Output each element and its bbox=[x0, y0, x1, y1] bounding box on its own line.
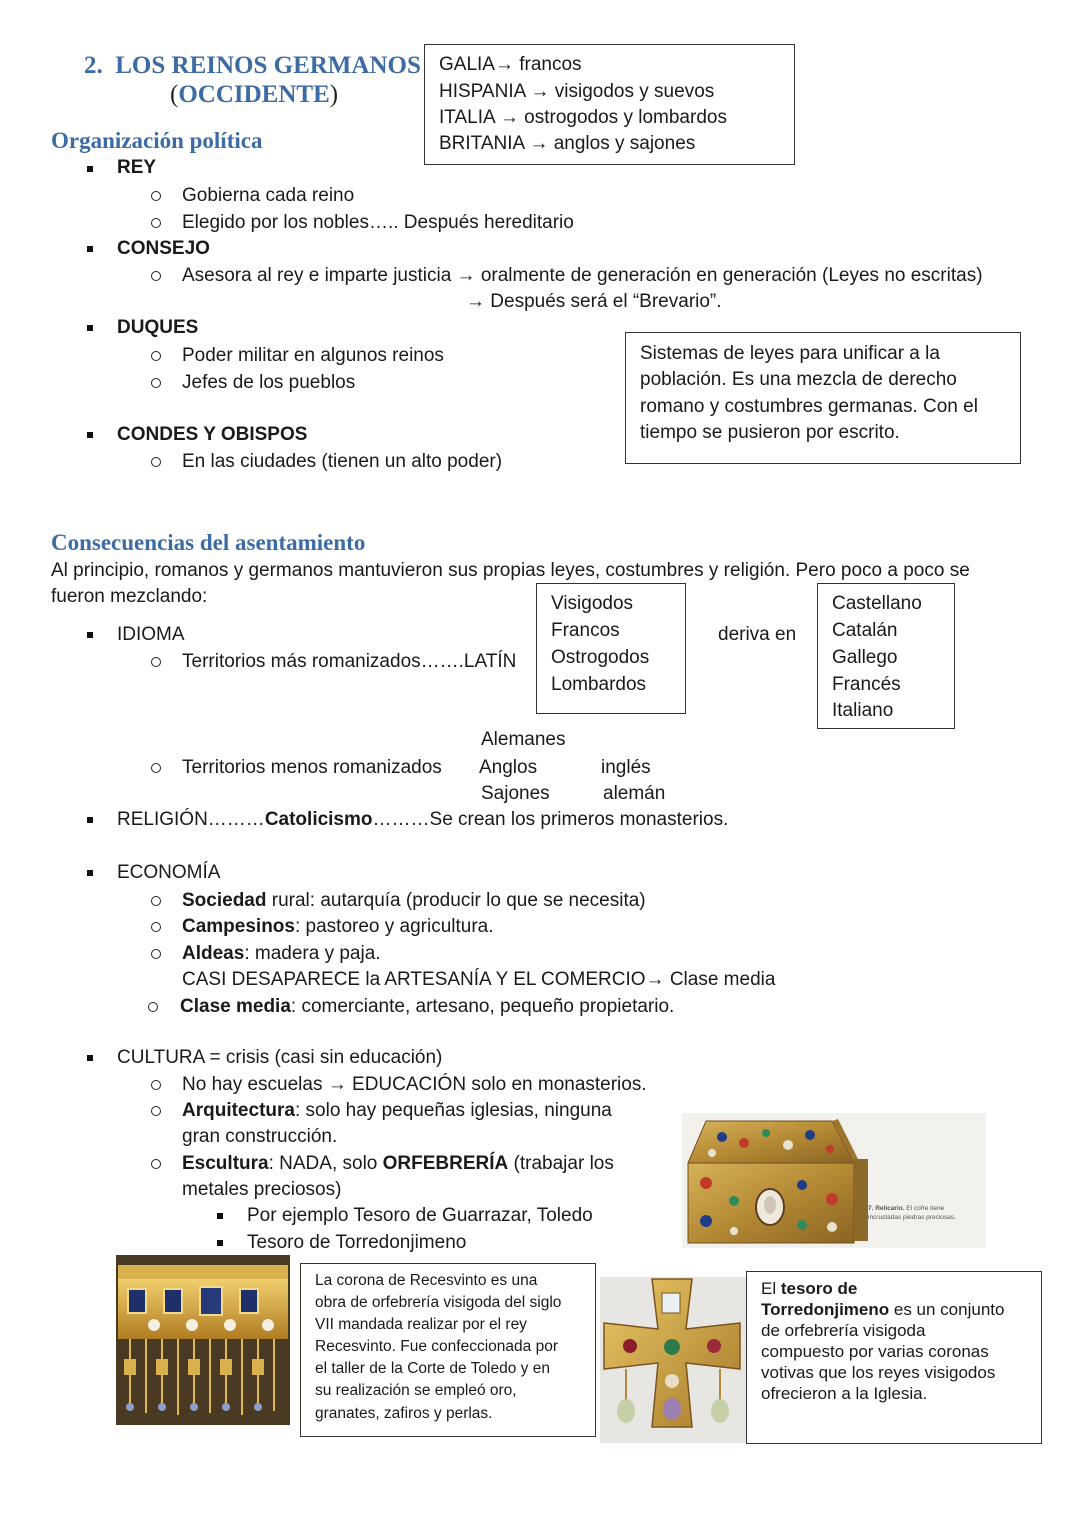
artesania-line: CASI DESAPARECE la ARTESANÍA Y EL COMERCIO→ Clase media bbox=[182, 969, 776, 990]
bullet-circle bbox=[151, 922, 161, 932]
bullet-circle bbox=[151, 1106, 161, 1116]
consejo-item: Asesora al rey e imparte justicia → oralmente de generación en generación (Leyes no escritas) bbox=[182, 265, 983, 286]
paren-open: ( bbox=[170, 81, 179, 108]
territories-box bbox=[424, 44, 795, 165]
tesoro-line: votivas que los reyes visigodos bbox=[761, 1363, 996, 1382]
bullet-circle bbox=[151, 949, 161, 959]
esc-mid: : NADA, solo bbox=[268, 1153, 383, 1174]
intro-line: Al principio, romanos y germanos mantuvieron sus propias leyes, costumbres y religión. Pero poco a poco se bbox=[51, 560, 970, 581]
political-heading: Organización política bbox=[51, 128, 263, 153]
consequences-heading: Consecuencias del asentamiento bbox=[51, 530, 366, 555]
tesoro-bold: tesoro de bbox=[780, 1279, 858, 1298]
language-item: Italiano bbox=[832, 700, 894, 721]
reliquary-caption bbox=[868, 1204, 983, 1222]
germanic-people: Anglos bbox=[479, 757, 538, 778]
bullet-circle bbox=[151, 218, 161, 228]
peoples-box bbox=[536, 583, 686, 714]
bullet-circle bbox=[151, 763, 161, 773]
duques-item: Jefes de los pueblos bbox=[182, 372, 356, 393]
bullet-square bbox=[87, 432, 93, 438]
corona-line: su realización se empleó oro, bbox=[315, 1382, 517, 1399]
corona-line: La corona de Recesvinto es una bbox=[315, 1272, 538, 1289]
economia-item bbox=[182, 890, 646, 912]
paren-close: ) bbox=[329, 81, 339, 108]
bullet-square bbox=[87, 246, 93, 252]
rey-label: REY bbox=[117, 157, 157, 178]
bullet-circle bbox=[151, 457, 161, 467]
economia-item bbox=[180, 996, 674, 1018]
reliquary-illustration bbox=[682, 1113, 986, 1248]
tesoro-bold: Torredonjimeno bbox=[761, 1300, 890, 1319]
deriva-label: deriva en bbox=[718, 624, 797, 645]
crown-image bbox=[116, 1255, 290, 1425]
corona-line: obra de orfebrería visigoda del siglo bbox=[315, 1294, 562, 1311]
people-item: Lombardos bbox=[551, 674, 647, 695]
religion-bold: Catolicismo bbox=[264, 809, 373, 830]
people-item: Visigodos bbox=[551, 593, 634, 614]
bullet-circle bbox=[151, 271, 161, 281]
germanic-people: Sajones bbox=[481, 783, 550, 804]
page-title bbox=[84, 52, 421, 80]
condes-item: En las ciudades (tienen un alto poder) bbox=[182, 451, 503, 472]
arq-bold: Arquitectura bbox=[182, 1100, 295, 1121]
corona-line: VII mandada realizar por el rey bbox=[315, 1316, 527, 1333]
bullet-square bbox=[87, 325, 93, 331]
germanic-people: Alemanes bbox=[481, 729, 566, 750]
corona-line: granates, zafiros y perlas. bbox=[315, 1405, 493, 1422]
condes-label: CONDES Y OBISPOS bbox=[117, 424, 308, 445]
brevario-line: romano y costumbres germanas. Con el bbox=[640, 396, 978, 417]
bullet-circle bbox=[151, 896, 161, 906]
title-text: LOS REINOS GERMANOS bbox=[115, 52, 421, 79]
corona-line: el taller de la Corte de Toledo y en bbox=[315, 1360, 550, 1377]
cultura-item-cont: metales preciosos) bbox=[182, 1179, 342, 1200]
territory-line: ITALIA → ostrogodos y lombardos bbox=[439, 107, 727, 128]
caption-text: incrustadas piedras preciosas. bbox=[868, 1214, 956, 1221]
caption-text: El cofre tiene bbox=[904, 1205, 945, 1212]
subtitle-text: OCCIDENTE bbox=[178, 81, 330, 108]
territory-line: HISPANIA → visigodos y suevos bbox=[439, 81, 715, 102]
language-item: Catalán bbox=[832, 620, 898, 641]
item-bold: Aldeas bbox=[182, 943, 245, 964]
reliquary-image bbox=[682, 1113, 986, 1248]
bullet-square bbox=[87, 166, 93, 172]
cultura-item: No hay escuelas → EDUCACIÓN solo en monasterios. bbox=[182, 1074, 647, 1095]
bullet-circle bbox=[151, 1159, 161, 1169]
bullet-square bbox=[87, 817, 93, 823]
caption-num: 7. bbox=[868, 1205, 874, 1212]
bullet-circle bbox=[151, 351, 161, 361]
bullet-square bbox=[217, 1213, 223, 1219]
corona-box bbox=[300, 1263, 596, 1437]
crown-illustration bbox=[116, 1255, 290, 1425]
rey-item: Gobierna cada reino bbox=[182, 185, 355, 206]
brevario-line: Sistemas de leyes para unificar a la bbox=[640, 343, 940, 364]
item-text: : madera y paja. bbox=[244, 943, 381, 964]
cross-image bbox=[600, 1277, 746, 1443]
rey-item: Elegido por los nobles….. Después hereditario bbox=[182, 212, 574, 233]
cultura-label: CULTURA = crisis (casi sin educación) bbox=[117, 1047, 443, 1068]
esc-bold2: ORFEBRERÍA bbox=[382, 1153, 509, 1174]
idioma-label: IDIOMA bbox=[117, 624, 185, 645]
languages-box bbox=[817, 583, 955, 729]
title-number: 2. bbox=[84, 52, 103, 79]
territory-line: GALIA→ francos bbox=[439, 54, 582, 75]
territory-line: BRITANIA → anglos y sajones bbox=[439, 133, 696, 154]
page-subtitle bbox=[170, 81, 338, 109]
brevario-line: tiempo se pusieron por escrito. bbox=[640, 422, 900, 443]
example-item: Por ejemplo Tesoro de Guarrazar, Toledo bbox=[247, 1205, 593, 1226]
germanic-language: alemán bbox=[603, 783, 666, 804]
economia-item bbox=[182, 916, 494, 938]
bullet-circle bbox=[151, 1080, 161, 1090]
bullet-square bbox=[87, 632, 93, 638]
consejo-item-cont: → Después será el “Brevario”. bbox=[466, 291, 722, 312]
bullet-circle bbox=[148, 1002, 158, 1012]
cultura-item bbox=[182, 1100, 612, 1122]
brevario-line: población. Es una mezcla de derecho bbox=[640, 369, 957, 390]
cultura-item-cont: gran construcción. bbox=[182, 1126, 338, 1147]
tesoro-line: compuesto por varias coronas bbox=[761, 1342, 989, 1361]
corona-line: Recesvinto. Fue confeccionada por bbox=[315, 1338, 558, 1355]
language-item: Gallego bbox=[832, 647, 898, 668]
language-item: Francés bbox=[832, 674, 901, 695]
economia-item bbox=[182, 943, 381, 965]
cross-illustration bbox=[600, 1277, 746, 1443]
germanic-language: inglés bbox=[601, 757, 651, 778]
esc-text: (trabajar los bbox=[508, 1153, 614, 1174]
tesoro-box bbox=[746, 1271, 1042, 1444]
tesoro-pre: El bbox=[761, 1279, 781, 1298]
people-item: Ostrogodos bbox=[551, 647, 650, 668]
bullet-square bbox=[87, 870, 93, 876]
romanized-item: Territorios más romanizados…….LATÍN bbox=[182, 651, 517, 672]
item-bold: Campesinos bbox=[182, 916, 295, 937]
item-bold: Clase media bbox=[180, 996, 291, 1017]
duques-item: Poder militar en algunos reinos bbox=[182, 345, 444, 366]
tesoro-text: es un conjunto bbox=[889, 1300, 1005, 1319]
bullet-circle bbox=[151, 378, 161, 388]
arq-text: : solo hay pequeñas iglesias, ninguna bbox=[294, 1100, 612, 1121]
bullet-square bbox=[217, 1240, 223, 1246]
consejo-label: CONSEJO bbox=[117, 238, 210, 259]
tesoro-line: ofrecieron a la Iglesia. bbox=[761, 1384, 928, 1403]
duques-label: DUQUES bbox=[117, 317, 199, 338]
item-text: : pastoreo y agricultura. bbox=[294, 916, 494, 937]
tesoro-line: de orfebrería visigoda bbox=[761, 1321, 926, 1340]
people-item: Francos bbox=[551, 620, 620, 641]
bullet-circle bbox=[151, 657, 161, 667]
item-text: : comerciante, artesano, pequeño propietario. bbox=[290, 996, 675, 1017]
brevario-box bbox=[625, 332, 1021, 464]
bullet-circle bbox=[151, 191, 161, 201]
caption-bold: Relicario. bbox=[875, 1205, 905, 1212]
language-item: Castellano bbox=[832, 593, 922, 614]
religion-pre: RELIGIÓN……… bbox=[117, 809, 265, 830]
bullet-square bbox=[87, 1055, 93, 1061]
item-bold: Sociedad bbox=[182, 890, 267, 911]
esc-bold: Escultura bbox=[182, 1153, 269, 1174]
item-text: rural: autarquía (producir lo que se necesita) bbox=[266, 890, 646, 911]
less-romanized-item: Territorios menos romanizados bbox=[182, 757, 442, 778]
economia-label: ECONOMÍA bbox=[117, 862, 221, 883]
tesoro-line bbox=[761, 1279, 857, 1299]
religion-line bbox=[117, 809, 728, 831]
example-item: Tesoro de Torredonjimeno bbox=[247, 1232, 467, 1253]
cultura-item bbox=[182, 1153, 614, 1175]
religion-post: ………Se crean los primeros monasterios. bbox=[372, 809, 729, 830]
intro-line: fueron mezclando: bbox=[51, 586, 208, 607]
tesoro-line bbox=[761, 1300, 1004, 1320]
